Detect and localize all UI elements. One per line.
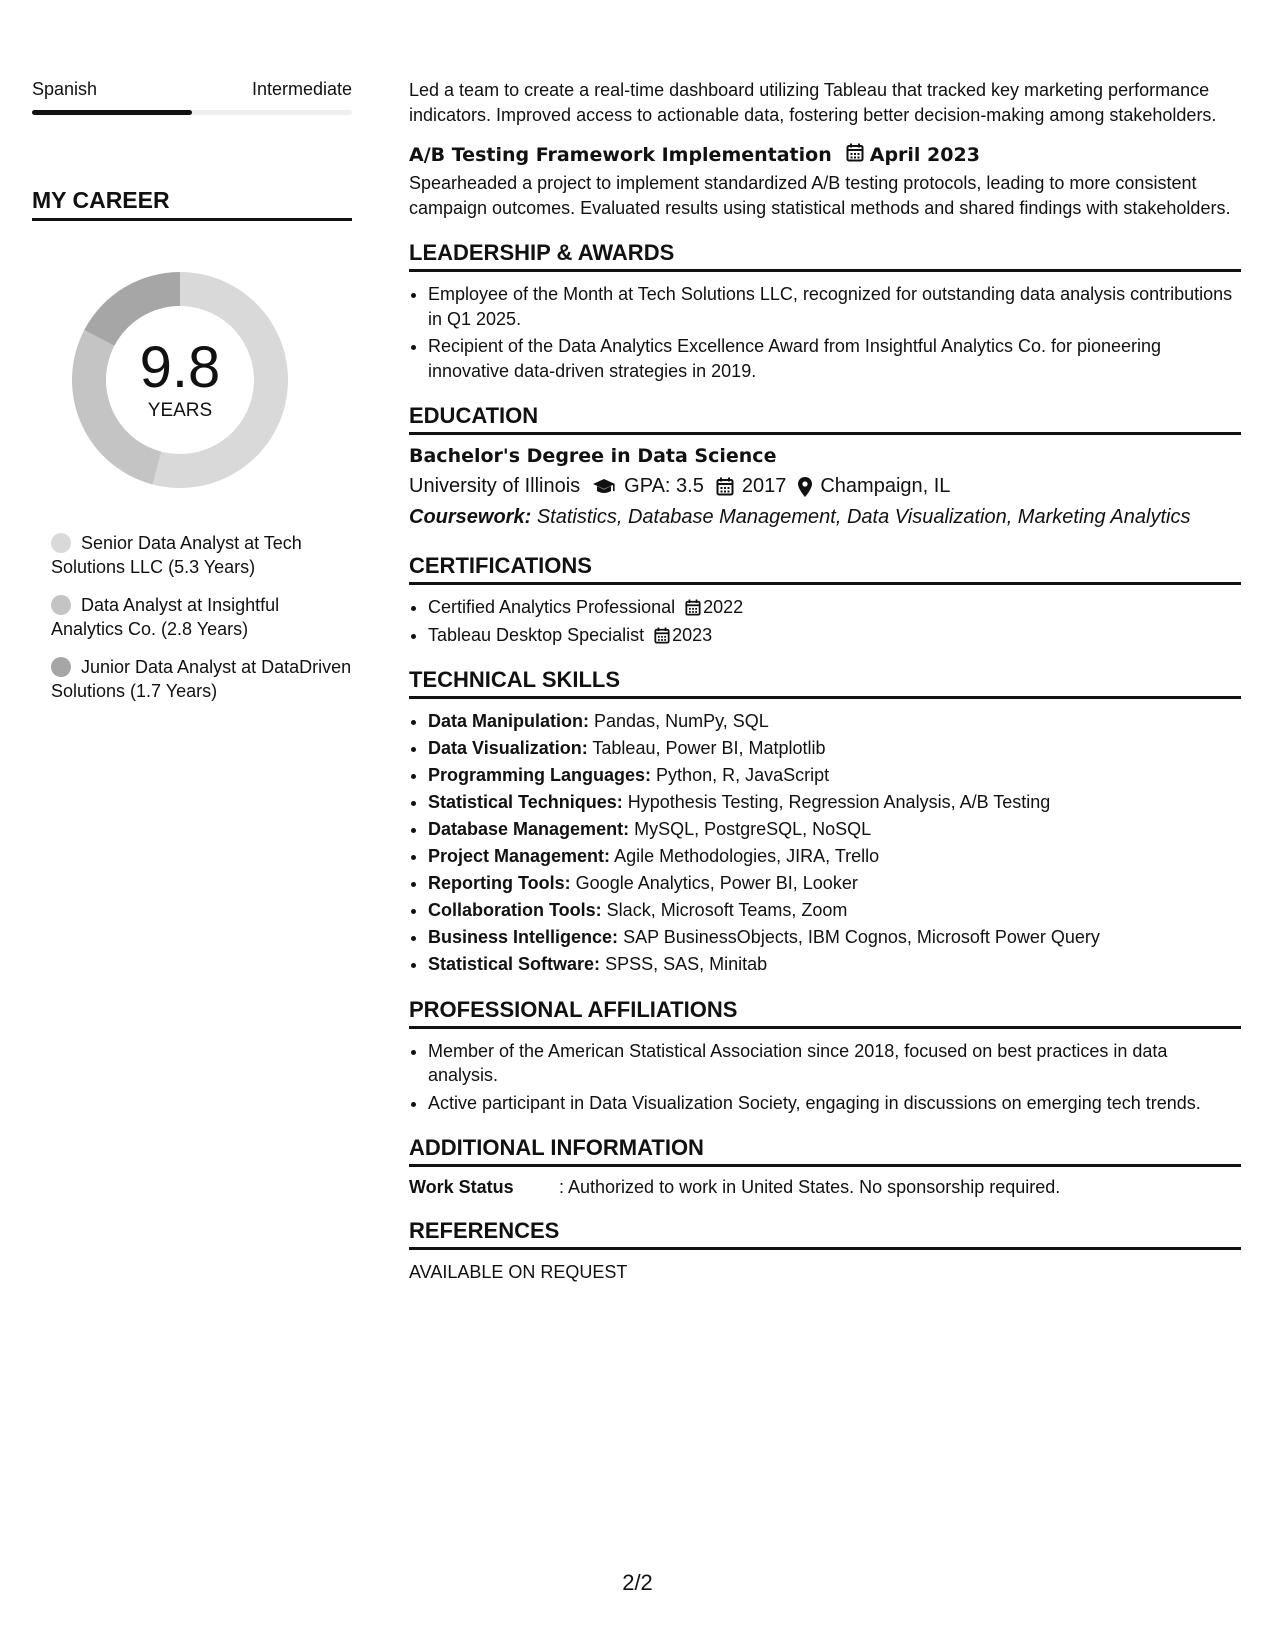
certification-year: 2022 — [703, 597, 744, 617]
project-description: Spearheaded a project to implement standardized A/B testing protocols, leading to more consistent campaign outcomes. Evaluated results using statistical methods and shared findings with stakeholders. — [409, 173, 1231, 218]
skill-label: Business Intelligence: — [428, 927, 619, 947]
skill-label: Project Management: — [428, 846, 611, 866]
career-heading: MY CAREER — [32, 187, 352, 221]
skill-value: Hypothesis Testing, Regression Analysis, A/B Testing — [627, 792, 1051, 812]
education-year: 2017 — [741, 475, 787, 497]
project-title: A/B Testing Framework Implementation — [409, 144, 832, 166]
calendar-icon — [716, 477, 734, 496]
skills-heading: TECHNICAL SKILLS — [409, 667, 1241, 699]
skill-item — [428, 817, 1241, 842]
skill-label: Data Manipulation: — [428, 711, 589, 731]
career-total-value: 9.8 — [139, 335, 221, 400]
leadership-heading: LEADERSHIP & AWARDS — [409, 240, 1241, 272]
list-item: • Active participant in Data Visualization Society, engaging in discussions on emerging tech trends. — [428, 1091, 1241, 1116]
legend-item — [51, 531, 352, 579]
education-heading: EDUCATION — [409, 403, 1241, 435]
legend-dot — [51, 657, 71, 677]
graduation-cap-icon — [592, 478, 616, 496]
certifications-heading: CERTIFICATIONS — [409, 553, 1241, 585]
skill-label: Database Management: — [428, 819, 630, 839]
list-item: • Member of the American Statistical Association since 2018, focused on best practices in data analysis. — [428, 1039, 1241, 1088]
project-title-row — [409, 143, 1241, 167]
additional-heading: ADDITIONAL INFORMATION — [409, 1135, 1241, 1167]
skill-value: Slack, Microsoft Teams, Zoom — [606, 900, 848, 920]
skill-label: Statistical Software: — [428, 954, 601, 974]
skill-item — [428, 709, 1241, 734]
skill-label: Reporting Tools: — [428, 873, 571, 893]
skill-value: SPSS, SAS, Minitab — [605, 954, 768, 974]
skill-item — [428, 763, 1241, 788]
certification-year: 2023 — [672, 624, 713, 645]
education-coursework — [409, 506, 1241, 529]
education-location: Champaign, IL — [820, 475, 951, 497]
list-item: • Employee of the Month at Tech Solutions LLC, recognized for outstanding data analysis contributions in Q1 2025. — [428, 282, 1241, 331]
skill-label: Collaboration Tools: — [428, 900, 602, 920]
skill-item — [428, 898, 1241, 923]
skill-value: Pandas, NumPy, SQL — [594, 711, 769, 731]
calendar-icon — [685, 599, 701, 616]
calendar-icon — [846, 143, 864, 167]
skill-value: Agile Methodologies, JIRA, Trello — [614, 846, 880, 866]
skill-value: Tableau, Power BI, Matplotlib — [592, 738, 826, 758]
legend-dot — [51, 533, 71, 553]
career-total-unit: YEARS — [147, 400, 213, 421]
certification-name: Tableau Desktop Specialist — [428, 624, 645, 645]
skill-item — [428, 736, 1241, 761]
career-donut-chart — [65, 265, 295, 495]
legend-label: Junior Data Analyst at DataDriven Solutions (1.7 Years) — [51, 657, 352, 701]
language-progress-bar — [32, 110, 352, 115]
coursework-value: Statistics, Database Management, Data Visualization, Marketing Analytics — [536, 506, 1191, 528]
skill-value: SAP BusinessObjects, IBM Cognos, Microsoft Power Query — [623, 927, 1100, 947]
language-progress-fill — [32, 110, 192, 115]
coursework-label: Coursework: — [409, 506, 532, 528]
map-pin-icon — [798, 477, 812, 497]
skill-label: Programming Languages: — [428, 765, 652, 785]
education-gpa: GPA: 3.5 — [624, 475, 704, 497]
legend-item — [51, 655, 352, 703]
page-number: 2/2 — [622, 1570, 653, 1595]
references-text: AVAILABLE ON REQUEST — [409, 1262, 628, 1282]
skill-value: Python, R, JavaScript — [656, 765, 830, 785]
legend-label: Data Analyst at Insightful Analytics Co. (2.8 Years) — [51, 595, 280, 639]
project-intro: Led a team to create a real-time dashboard utilizing Tableau that tracked key marketing performance indicators. Improved access to actionable data, fostering better decision-making among stakeholders. — [409, 80, 1217, 125]
skill-label: Data Visualization: — [428, 738, 588, 758]
certifications-list — [409, 595, 1241, 647]
legend-label: Senior Data Analyst at Tech Solutions LLC (5.3 Years) — [51, 533, 302, 577]
list-item — [428, 623, 1241, 648]
language-name: Spanish — [32, 79, 98, 99]
education-school: University of Illinois — [409, 475, 581, 497]
education-details — [409, 475, 1241, 498]
legend-item — [51, 593, 352, 641]
work-status-value: : Authorized to work in United States. No sponsorship required. — [559, 1177, 1061, 1197]
leadership-list — [409, 282, 1241, 383]
skills-list — [409, 709, 1241, 977]
main-content — [409, 78, 1241, 1283]
list-item: • Recipient of the Data Analytics Excellence Award from Insightful Analytics Co. for pioneering innovative data-driven strategies in 2019. — [428, 334, 1241, 383]
skill-item — [428, 925, 1241, 950]
references-heading: REFERENCES — [409, 1218, 1241, 1250]
list-item — [428, 595, 1241, 620]
calendar-icon — [654, 627, 670, 644]
skill-value: Google Analytics, Power BI, Looker — [575, 873, 858, 893]
affiliations-heading: PROFESSIONAL AFFILIATIONS — [409, 997, 1241, 1029]
skill-label: Statistical Techniques: — [428, 792, 623, 812]
skill-item — [428, 952, 1241, 977]
language-level: Intermediate — [251, 79, 352, 99]
certification-name: Certified Analytics Professional — [428, 597, 676, 617]
affiliations-list — [409, 1039, 1241, 1116]
work-status-label: Work Status — [409, 1177, 514, 1197]
skill-item — [428, 871, 1241, 896]
sidebar — [32, 78, 352, 717]
donut-center — [65, 265, 295, 495]
skill-item — [428, 844, 1241, 869]
legend-dot — [51, 595, 71, 615]
project-date: April 2023 — [869, 144, 980, 166]
career-legend — [51, 531, 352, 703]
skill-value: MySQL, PostgreSQL, NoSQL — [634, 819, 872, 839]
work-status-row — [409, 1177, 1241, 1198]
language-row — [32, 78, 352, 100]
skill-item — [428, 790, 1241, 815]
education-degree: Bachelor's Degree in Data Science — [409, 445, 777, 467]
